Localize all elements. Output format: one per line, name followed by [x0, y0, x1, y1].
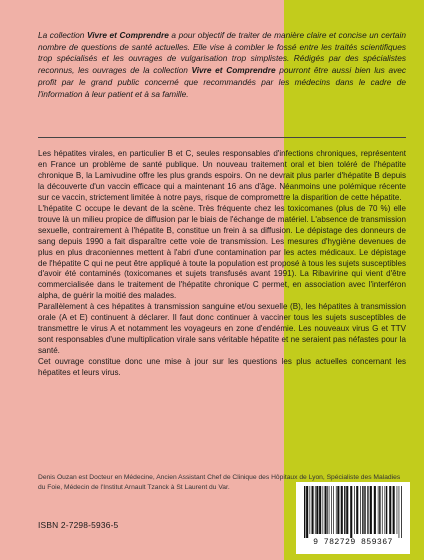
- barcode-bar: [336, 486, 337, 534]
- barcode-bar: [319, 486, 321, 534]
- author-bio: Denis Ouzan est Docteur en Médecine, Ancien Assistant Chef de Clinique des Hôpitaux de Lyon, Spécialiste des Maladies du Foie, Médecin de l'Institut Arnault Tzanck à St Laurent du Var.: [38, 474, 401, 491]
- barcode-bar: [374, 486, 376, 534]
- barcode-bar: [310, 486, 311, 534]
- barcode-bar: [356, 486, 358, 534]
- barcode-bar: [350, 486, 352, 538]
- barcode-bar: [382, 486, 383, 534]
- collection-name: Vivre et Comprendre: [191, 65, 276, 76]
- book-summary: [38, 149, 406, 379]
- barcode-bar: [370, 486, 372, 534]
- summary-paragraph: Les hépatites virales, en particulier B et C, seules responsables d'infections chroniques, représentent en France un problème de santé publique. Un nouveau traitement oral et bien toléré de l'hépatite chronique B, la Lamivudine offre les plus grands espoirs. On ne devrait plus parler d'hépatite B depuis la découverte d'un vaccin efficace qui a maintenant 16 ans d'âge. Néanmoins une polémique récente sur ce vaccin, strictement limitée à notre pays, risque de compromettre la disparition de cette hépatite.: [38, 149, 406, 202]
- barcode-bar: [354, 486, 355, 534]
- barcode-bar: [378, 486, 379, 534]
- barcode-bars: [304, 486, 402, 538]
- collection-intro: [38, 30, 406, 100]
- barcode-bar: [364, 486, 365, 534]
- barcode-bar: [346, 486, 348, 534]
- barcode-bar: [325, 486, 327, 534]
- collection-name: Vivre et Comprendre: [86, 30, 169, 40]
- barcode-bar: [316, 486, 318, 534]
- barcode-bar: [399, 486, 400, 538]
- barcode-bar: [362, 486, 363, 534]
- summary-paragraph: Cet ouvrage constitue donc une mise à jour sur les questions les plus actuelles concernant les hépatites et leurs virus.: [38, 357, 406, 378]
- barcode-bar: [389, 486, 391, 534]
- barcode-bar: [304, 486, 305, 538]
- barcode-bar: [360, 486, 361, 534]
- barcode-bar: [312, 486, 314, 534]
- barcode-bar: [306, 486, 308, 538]
- barcode-bar: [333, 486, 334, 534]
- barcode-bar: [386, 486, 387, 534]
- barcode-bar: [401, 486, 402, 538]
- barcode-bar: [331, 486, 332, 534]
- barcode: [296, 482, 410, 554]
- barcode-bar: [315, 486, 316, 534]
- barcode-bar: [368, 486, 369, 534]
- barcode-bar: [344, 486, 345, 534]
- section-divider: [38, 137, 406, 138]
- barcode-number: 9 782729 859367: [313, 538, 393, 547]
- barcode-bar: [337, 486, 339, 534]
- barcode-bar: [341, 486, 343, 534]
- barcode-bar: [367, 486, 368, 534]
- barcode-bar: [393, 486, 395, 534]
- intro-text-3: pourront être aussi bien lus avec profit par le grand public concerné que recommandés par les médecins dans le cadre de l'information à leur patient et à sa famille.: [38, 65, 407, 99]
- summary-paragraph: L'hépatite C occupe le devant de la scène. Très fréquente chez les toxicomanes (plus de 70 %) elle trouve là un milieu propice de diffusion par le biais de l'échange de matériel. L'absence de transmission sexuelle, contrairement à l'hépatite B, constitue un frein à sa diffusion. Le dépistage des donneurs de sang depuis 1990 a fait disparaître cette voie de transmission. Les mesures d'hygiène devenues de plus en plus draconiennes mettent à l'abri d'une contamination par les actes médicaux. Le dépistage de l'hépatite C qui ne peut être appliqué à toute la population est proposé à tous les sujets susceptibles d'avoir été contaminés (toxicomanes et sujets transfusés avant 1991). La Ribavirine qui vient d'être commercialisée dans le traitement de l'hépatite chronique C permet, en association avec l'interféron alpha, de guérir la moitié des malades.: [38, 203, 406, 301]
- barcode-bar: [323, 486, 324, 534]
- barcode-bar: [327, 486, 328, 534]
- intro-text-2: a pour objectif de traiter de manière claire et concise un certain nombre de questions de santé actuelles. Elle vise à combler le fossé entre les traités scientifiques trop spécialisés et les ouvrages de vulgarisation trop simplistes. Rédigés par des spécialistes reconnus, les ouvrages de la collection: [38, 30, 406, 76]
- barcode-bar: [379, 486, 380, 534]
- barcode-bar: [385, 486, 386, 534]
- intro-text-1: La collection: [38, 30, 87, 40]
- summary-paragraph: Parallèlement à ces hépatites à transmission sanguine et/ou sexuelle (B), les hépatites à transmission orale (A et E) continuent à déclarer. Il faut donc continuer à vacciner tous les sujets susceptibles de transmettre le virus A et notamment les voyageurs en zone d'endémie. Les nouveaux virus G et TTV sont responsables d'une multiplication virale sans véritable hépatite et ne seraient pas néfastes pour la santé.: [38, 302, 406, 356]
- barcode-bar: [329, 486, 330, 534]
- isbn: ISBN 2-7298-5936-5: [38, 520, 119, 530]
- barcode-bar: [397, 486, 398, 534]
